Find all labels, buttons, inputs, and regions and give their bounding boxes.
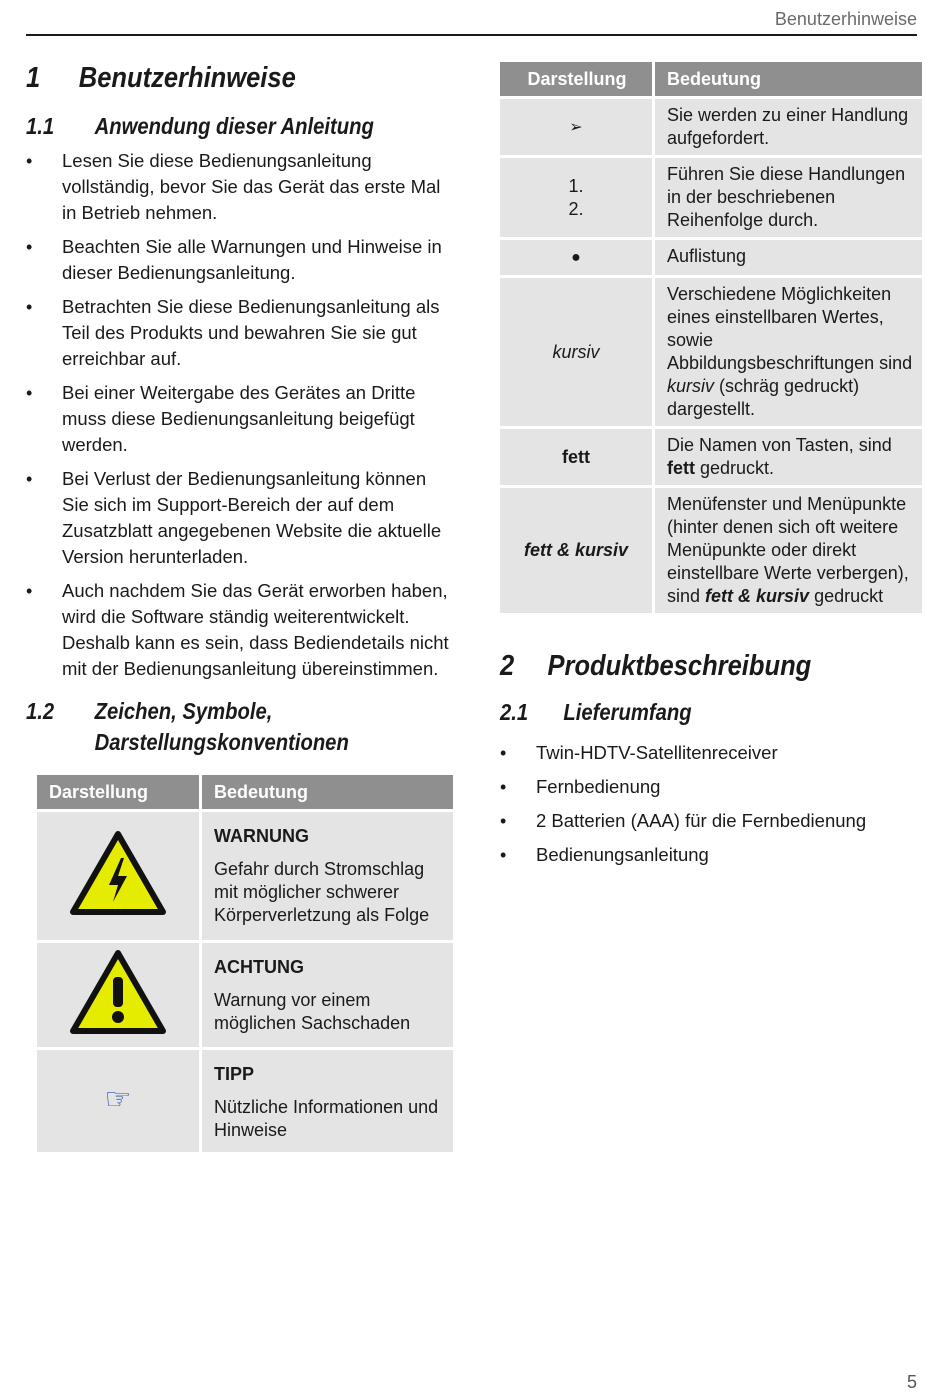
delivery-bullet-list bbox=[500, 740, 928, 868]
meaning-cell bbox=[202, 943, 453, 1047]
dot-bullet-icon: ● bbox=[500, 240, 652, 275]
list-item: • Betrachten Sie diese Bedienungsanleitung als Teil des Produkts und bewahren Sie sie gut erreichbar auf. bbox=[26, 294, 456, 372]
section-1-2-number: 1.2 bbox=[26, 698, 55, 724]
right-column bbox=[500, 62, 928, 876]
caution-title: ACHTUNG bbox=[214, 957, 304, 977]
meaning-cell bbox=[655, 429, 922, 485]
list-item: • Bei Verlust der Bedienungsanleitung können Sie sich im Support-Bereich der auf dem Zusatzblatt angegebenen Website die aktuelle Version herunterladen. bbox=[26, 466, 456, 570]
table-header-row bbox=[500, 62, 922, 96]
list-item: • Lesen Sie diese Bedienungsanleitung vollständig, bevor Sie das Gerät das erste Mal in Betrieb nehmen. bbox=[26, 148, 456, 226]
text-part: gedruckt. bbox=[695, 458, 775, 478]
table-header-cell: Bedeutung bbox=[202, 775, 453, 809]
list-item: • Twin-HDTV-Satellitenreceiver bbox=[500, 740, 928, 766]
bold-word: fett bbox=[667, 458, 695, 478]
table-header-cell: Darstellung bbox=[37, 775, 199, 809]
section-2-title: Produktbeschreibung bbox=[547, 650, 812, 682]
pointing-hand-icon: ☞ bbox=[104, 1082, 132, 1116]
caution-icon bbox=[69, 949, 167, 1035]
meaning-cell: Sie werden zu einer Handlung aufgefordert. bbox=[655, 99, 922, 155]
text-part: (schräg gedruckt) dargestellt. bbox=[667, 376, 860, 419]
text-part: gedruckt bbox=[809, 586, 884, 606]
warning-text: Gefahr durch Stromschlag mit möglicher schwerer Körperverletzung als Folge bbox=[214, 859, 430, 925]
bold-sample: fett bbox=[500, 429, 652, 485]
bold-italic-sample: fett & kursiv bbox=[500, 488, 652, 613]
symbol-cell bbox=[37, 1050, 199, 1152]
section-2-1-heading bbox=[500, 697, 877, 728]
section-1-1-number: 1.1 bbox=[26, 113, 55, 139]
list-item: • 2 Batterien (AAA) für die Fernbedienung bbox=[500, 808, 928, 834]
conventions-table bbox=[497, 59, 925, 616]
usage-bullet-list bbox=[26, 148, 456, 682]
tip-title: TIPP bbox=[214, 1064, 255, 1084]
section-1-number: 1 bbox=[26, 62, 41, 94]
number-two: 2. bbox=[568, 198, 584, 219]
section-2-heading bbox=[500, 650, 877, 683]
table-row bbox=[500, 240, 922, 275]
italic-word: kursiv bbox=[667, 376, 715, 396]
symbol-cell bbox=[37, 812, 199, 940]
caution-text: Warnung vor einem möglichen Sachschaden bbox=[214, 990, 411, 1033]
table-header-cell: Darstellung bbox=[500, 62, 652, 96]
meaning-cell: Führen Sie diese Handlungen in der beschriebenen Reihenfolge durch. bbox=[655, 158, 922, 237]
section-2-number: 2 bbox=[500, 650, 515, 682]
italic-sample: kursiv bbox=[500, 278, 652, 426]
section-1-1-heading bbox=[26, 111, 404, 142]
table-row bbox=[500, 99, 922, 155]
section-2-1-title: Lieferumfang bbox=[563, 699, 692, 725]
table-row bbox=[500, 278, 922, 426]
running-head: Benutzerhinweise bbox=[774, 9, 917, 29]
section-2-1-number: 2.1 bbox=[500, 699, 529, 725]
left-column bbox=[26, 60, 456, 1155]
section-1-2-title: Zeichen, Symbole, Darstellungskonventionen bbox=[94, 698, 349, 755]
table-header-row bbox=[37, 775, 453, 809]
section-1-2-heading bbox=[26, 696, 404, 758]
table-row bbox=[37, 812, 453, 940]
meaning-cell bbox=[655, 278, 922, 426]
meaning-cell bbox=[202, 812, 453, 940]
text-part: Die Namen von Tasten, sind bbox=[667, 435, 892, 455]
section-1-heading bbox=[26, 62, 404, 95]
meaning-cell bbox=[655, 488, 922, 613]
header-rule bbox=[26, 34, 917, 36]
tip-text: Nützliche Informationen und Hinweise bbox=[214, 1097, 439, 1140]
list-item: • Auch nachdem Sie das Gerät erworben haben, wird die Software ständig weiterentwickelt. Deshalb kann es sein, dass Bediendetails nicht mit der Bedienungsanleitung übereinstimmen. bbox=[26, 578, 456, 682]
text-part: Menüfenster und Menüpunkte (hinter denen sich oft weitere Menüpunkte oder direkt einstellbare Werte verbergen), sind bbox=[667, 494, 909, 606]
list-item: • Bei einer Weitergabe des Gerätes an Dritte muss diese Bedienungsanleitung beigefügt werden. bbox=[26, 380, 456, 458]
table-row bbox=[500, 158, 922, 237]
list-item: • Bedienungsanleitung bbox=[500, 842, 928, 868]
list-item: • Fernbedienung bbox=[500, 774, 928, 800]
meaning-cell bbox=[202, 1050, 453, 1152]
number-one: 1. bbox=[568, 175, 584, 196]
meaning-cell: Auflistung bbox=[655, 240, 922, 275]
electric-warning-icon bbox=[69, 830, 167, 916]
numbered-list-symbol bbox=[500, 158, 652, 237]
warning-title: WARNUNG bbox=[214, 826, 309, 846]
symbols-table bbox=[34, 772, 456, 1155]
list-item: • Beachten Sie alle Warnungen und Hinweise in dieser Bedienungsanleitung. bbox=[26, 234, 456, 286]
page-number: 5 bbox=[906, 1372, 917, 1392]
symbol-cell bbox=[37, 943, 199, 1047]
table-row bbox=[37, 943, 453, 1047]
section-1-1-title: Anwendung dieser Anleitung bbox=[94, 113, 374, 139]
table-header-cell: Bedeutung bbox=[655, 62, 922, 96]
bold-italic-word: fett & kursiv bbox=[705, 586, 810, 606]
section-1-title: Benutzerhinweise bbox=[78, 62, 296, 94]
table-row bbox=[500, 488, 922, 613]
text-part: Verschiedene Möglichkeiten eines einstellbaren Wertes, sowie Abbildungsbeschriftungen sind bbox=[667, 284, 913, 373]
table-row bbox=[37, 1050, 453, 1152]
arrow-bullet-icon: ➢ bbox=[500, 99, 652, 155]
table-row bbox=[500, 429, 922, 485]
